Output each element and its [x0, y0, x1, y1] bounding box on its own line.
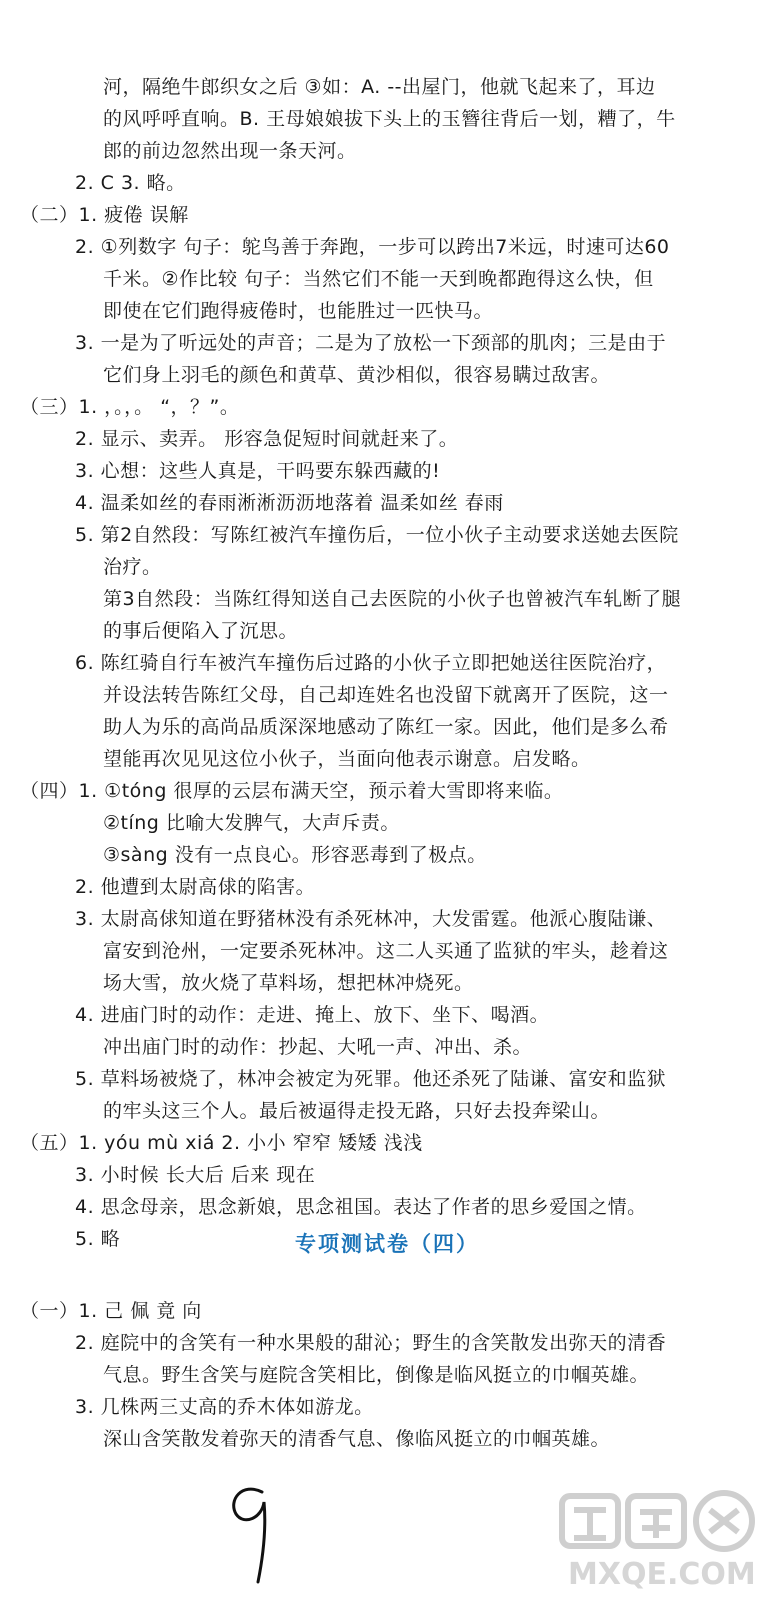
answer-line: 4. 进庙门时的动作：走进、掩上、放下、坐下、喝酒。: [75, 1004, 550, 1026]
answer-line: 即使在它们跑得疲倦时，也能胜过一匹快马。: [103, 300, 494, 322]
answer-line: 助人为乐的高尚品质深深地感动了陈红一家。因此，他们是多么希: [103, 716, 669, 738]
answer-line: 场大雪，放火烧了草料场，想把林冲烧死。: [103, 972, 474, 994]
answer-line: ②tíng 比喻大发脾气，大声斥责。: [103, 812, 400, 834]
answer-line: 5. 草料场被烧了，林冲会被定为死罪。他还杀死了陆谦、富安和监狱: [75, 1068, 667, 1090]
answer-line: 5. 略: [75, 1228, 121, 1250]
answer-line: 2. 显示、卖弄。 形容急促短时间就赶来了。: [75, 428, 459, 450]
answer-line: （四）1. ①tóng 很厚的云层布满天空，预示着大雪即将来临。: [20, 780, 564, 802]
answer-line: 千米。②作比较 句子：当然它们不能一天到晚都跑得这么快，但: [103, 268, 654, 290]
answer-line: 2. 庭院中的含笑有一种水果般的甜沁；野生的含笑散发出弥天的清香: [75, 1332, 667, 1354]
answer-line: 2. C 3. 略。: [75, 172, 186, 194]
answer-line: 的牢头这三个人。最后被逼得走投无路，只好去投奔梁山。: [103, 1100, 611, 1122]
answer-line: 河，隔绝牛郎织女之后 ③如：A. --出屋门，他就飞起来了，耳边: [103, 76, 656, 98]
answer-line: 4. 思念母亲，思念新娘，思念祖国。表达了作者的思乡爱国之情。: [75, 1196, 647, 1218]
answer-line: 望能再次见见这位小伙子，当面向他表示谢意。启发略。: [103, 748, 591, 770]
watermark-logo: [556, 1488, 762, 1594]
answer-line: 3. 小时候 长大后 后来 现在: [75, 1164, 316, 1186]
answer-line: 气息。野生含笑与庭院含笑相比，倒像是临风挺立的巾帼英雄。: [103, 1364, 650, 1386]
answer-line: 冲出庙门时的动作：抄起、大吼一声、冲出、杀。: [103, 1036, 533, 1058]
answer-line: （一）1. 己 佩 竟 向: [20, 1300, 202, 1322]
answer-line: 2. 他遭到太尉高俅的陷害。: [75, 876, 316, 898]
answer-line: 治疗。: [103, 556, 162, 578]
answer-line: 深山含笑散发着弥天的清香气息、像临风挺立的巾帼英雄。: [103, 1428, 611, 1450]
answer-line: （三）1. ，。，。 “，？”。: [20, 396, 240, 418]
answer-line: 2. ①列数字 句子：鸵鸟善于奔跑，一步可以跨出7米远，时速可达60: [75, 236, 670, 258]
handwritten-page-number: [222, 1478, 282, 1588]
answer-line: 的事后便陷入了沉思。: [103, 620, 299, 642]
answer-line: 4. 温柔如丝的春雨淅淅沥沥地落着 温柔如丝 春雨: [75, 492, 504, 514]
answer-line: ③sàng 没有一点良心。形容恶毒到了极点。: [103, 844, 487, 866]
answer-line: 3. 几株两三丈高的乔木体如游龙。: [75, 1396, 374, 1418]
answer-line: 它们身上羽毛的颜色和黄草、黄沙相似，很容易瞒过敌害。: [103, 364, 611, 386]
answer-line: 3. 太尉高俅知道在野猪林没有杀死林冲，大发雷霆。他派心腹陆谦、: [75, 908, 667, 930]
answer-line: （五）1. yóu mù xiá 2. 小小 窄窄 矮矮 浅浅: [20, 1132, 423, 1154]
answer-line: 第3自然段：当陈红得知送自己去医院的小伙子也曾被汽车轧断了腿: [103, 588, 682, 610]
section-title: 专项测试卷（四）: [295, 1232, 479, 1256]
answer-line: 3. 心想：这些人真是，干吗要东躲西藏的!: [75, 460, 441, 482]
answer-line: 6. 陈红骑自行车被汽车撞伤后过路的小伙子立即把她送往医院治疗，: [75, 652, 667, 674]
answer-line: 并设法转告陈红父母，自己却连姓名也没留下就离开了医院，这一: [103, 684, 669, 706]
answer-line: 的风呼呼直响。B. 王母娘娘拔下头上的玉簪往背后一划，糟了，牛: [103, 108, 676, 130]
watermark-text: MXQE.COM: [568, 1557, 756, 1592]
answer-line: （二）1. 疲倦 误解: [20, 204, 189, 226]
answer-line: 富安到沧州，一定要杀死林冲。这二人买通了监狱的牢头，趁着这: [103, 940, 669, 962]
answer-line: 郎的前边忽然出现一条天河。: [103, 140, 357, 162]
answer-line: 5. 第2自然段：写陈红被汽车撞伤后，一位小伙子主动要求送她去医院: [75, 524, 679, 546]
answer-line: 3. 一是为了听远处的声音；二是为了放松一下颈部的肌肉；三是由于: [75, 332, 667, 354]
